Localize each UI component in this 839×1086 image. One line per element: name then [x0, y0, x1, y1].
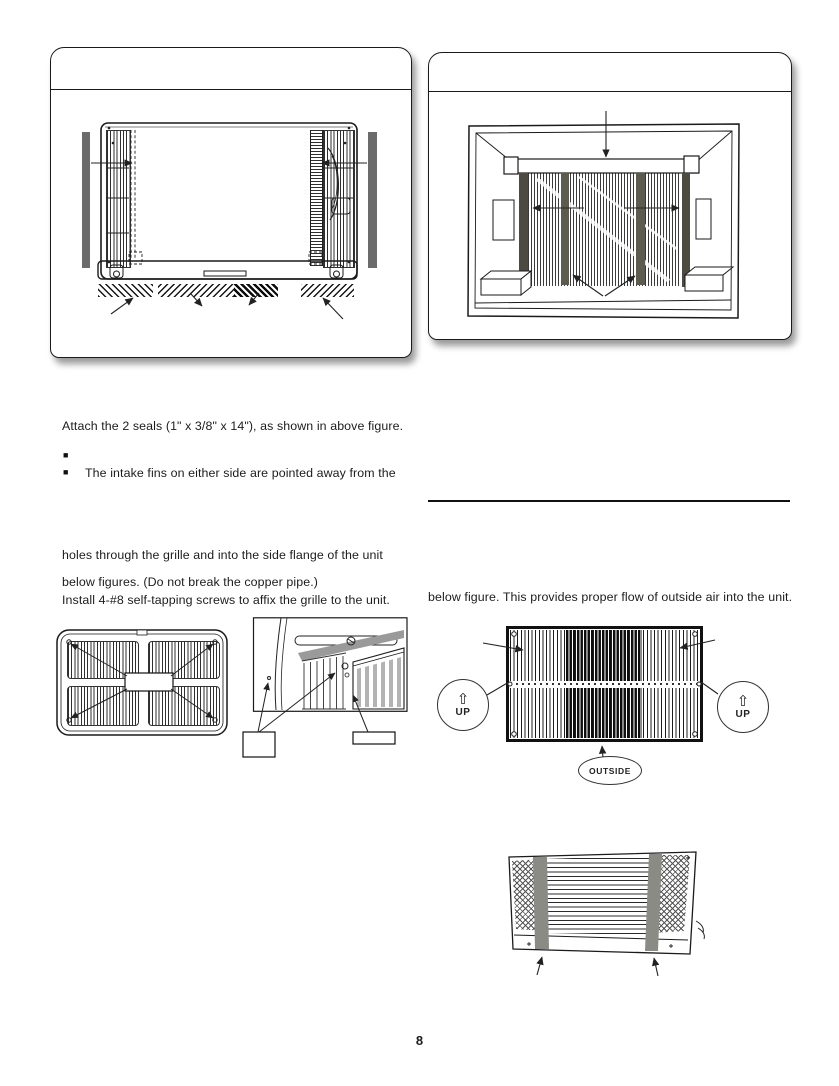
- figure6-linework: [500, 845, 715, 980]
- figure3-linework: [55, 628, 230, 738]
- left-column-line-3: Install 4-#8 self-tapping screws to affix the grille to the unit.: [62, 593, 390, 607]
- figure-cabinet-interior: [428, 52, 792, 340]
- outside-label: OUTSIDE: [589, 765, 631, 776]
- up-badge-left: [437, 679, 489, 731]
- figure-condenser-seals: [500, 845, 715, 980]
- bullet-square-icon: ■: [63, 467, 69, 477]
- baseplate-marks: [527, 856, 704, 948]
- figure4-linework: [240, 617, 410, 762]
- section-divider: [428, 500, 790, 502]
- figure1-linework: [51, 48, 411, 357]
- left-column-line-2: below figures. (Do not break the copper pipe.): [62, 575, 318, 589]
- fin-reflections: [537, 177, 677, 281]
- side-seal-bars: [82, 132, 377, 268]
- screw-dots: [108, 127, 351, 264]
- figure-screw-closeup: [240, 617, 410, 762]
- figure-label-box: [125, 673, 173, 691]
- bullet-intake-fins-text: The intake fins on either side are pointed away from the: [85, 466, 396, 480]
- callout-boxes: [243, 732, 395, 757]
- up-arrow-icon: ⇧: [736, 692, 750, 710]
- annotation-arrows: [483, 640, 718, 758]
- figure2-linework: [429, 53, 791, 339]
- up-arrow-icon: ⇧: [456, 690, 470, 708]
- side-tabs-and-ledges: [481, 199, 733, 295]
- grille-corner-screws: [508, 632, 701, 737]
- annotation-arrows: [537, 957, 658, 976]
- callout-box-right: [353, 732, 395, 744]
- callout-box-left: [243, 732, 275, 757]
- grille-detail-lines: [106, 148, 353, 233]
- bullet-square-icon: ■: [63, 450, 69, 460]
- up-badge-right: [717, 681, 769, 733]
- unit-outline: [98, 123, 357, 279]
- up-label: UP: [735, 708, 751, 720]
- annotation-arrows: [91, 163, 367, 319]
- up-label: UP: [455, 706, 471, 718]
- top-retainer-bar: [504, 156, 699, 174]
- right-column-line-1: below figure. This provides proper flow of outside air into the unit.: [428, 590, 793, 604]
- figure-rear-grille-orientation: [430, 618, 780, 798]
- attach-seals-text: Attach the 2 seals (1" x 3/8" x 14"), as shown in above figure.: [62, 419, 404, 433]
- outside-badge: [578, 756, 642, 785]
- figure-grille-screw-locations: [55, 628, 230, 738]
- annotation-arrows: [533, 111, 679, 296]
- left-column-line-1: holes through the grille and into the side flange of the unit: [62, 548, 383, 562]
- page-number: 8: [415, 1033, 424, 1048]
- seal-dashed-lines: [129, 130, 322, 264]
- figure-seals-front-view: [50, 47, 412, 358]
